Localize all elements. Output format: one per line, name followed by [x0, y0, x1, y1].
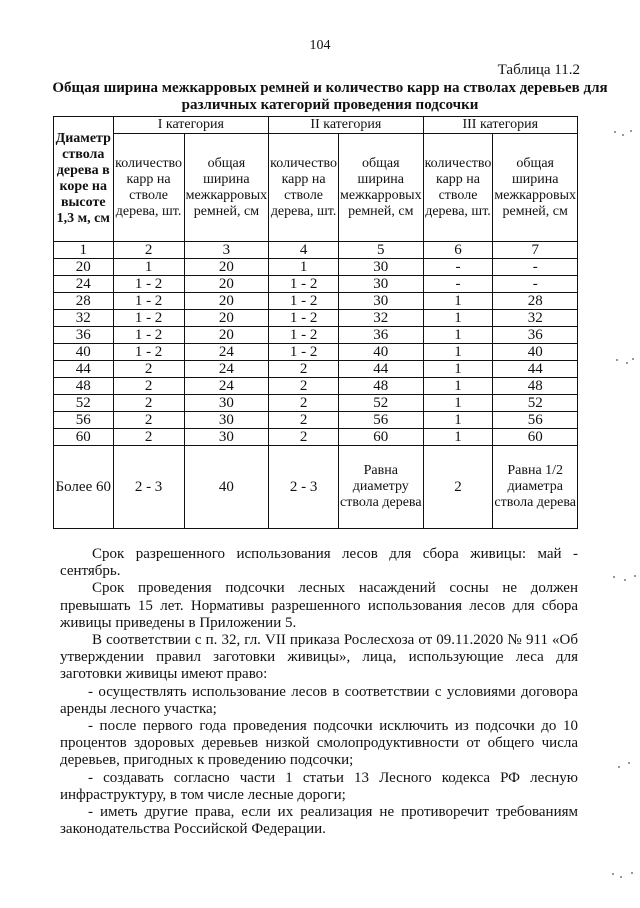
table-cell: 2 — [113, 361, 184, 378]
table-cell: 2 — [113, 429, 184, 446]
page-number: 104 — [309, 38, 331, 53]
table-cell: 52 — [54, 395, 114, 412]
column-number: 6 — [423, 242, 493, 259]
table-cell: 1 — [423, 395, 493, 412]
table-cell: Равна диаметру ствола дерева — [339, 446, 424, 529]
table-row — [54, 293, 578, 310]
table-cell: 36 — [493, 327, 578, 344]
column-number: 1 — [54, 242, 114, 259]
table-cell: 1 — [423, 378, 493, 395]
table-cell: 28 — [493, 293, 578, 310]
table-cell: 1 - 2 — [113, 293, 184, 310]
table-row — [54, 429, 578, 446]
table-cell: 1 - 2 — [269, 293, 339, 310]
body-text — [60, 546, 578, 838]
table-cell: 48 — [339, 378, 424, 395]
table-cell: 24 — [54, 276, 114, 293]
table-cell: 1 - 2 — [113, 276, 184, 293]
table-cell: 1 — [423, 293, 493, 310]
table-cell: 1 - 2 — [269, 310, 339, 327]
table-cell: 1 - 2 — [269, 344, 339, 361]
column-number: 3 — [184, 242, 269, 259]
table-cell: 52 — [339, 395, 424, 412]
paragraph-season: Срок разрешенного использования лесов для сбора живицы: май - сентябрь. — [60, 546, 578, 580]
table-title: Общая ширина межкарровых ремней и количество карр на стволах деревьев для различных категорий проведения подсочки — [52, 80, 608, 113]
rights-list-item: - осуществлять использование лесов в соответствии с условиями договора аренды лесного участка; — [60, 683, 578, 717]
table-cell: 2 - 3 — [269, 446, 339, 529]
table-cell: 44 — [493, 361, 578, 378]
table-cell: 1 — [423, 310, 493, 327]
scan-noise — [610, 128, 638, 142]
sub-header-cat3-count: количество карр на стволе дерева, шт. — [423, 134, 493, 242]
paragraph-rights-intro: В соответствии с п. 32, гл. VII приказа Рослесхоза от 09.11.2020 № 911 «Об утверждении правил заготовки живицы», лица, использующие леса для заготовки живицы имеют право: — [60, 632, 578, 683]
table-row — [54, 446, 578, 529]
table-row — [54, 327, 578, 344]
table-cell: 32 — [339, 310, 424, 327]
table-cell: 2 — [269, 395, 339, 412]
table-cell: 32 — [493, 310, 578, 327]
table-cell: 60 — [339, 429, 424, 446]
table-cell: 48 — [493, 378, 578, 395]
column-number: 7 — [493, 242, 578, 259]
scan-noise — [610, 868, 638, 882]
table-cell: 2 — [269, 361, 339, 378]
table-cell: 40 — [339, 344, 424, 361]
table-cell: 40 — [54, 344, 114, 361]
table-cell: 60 — [54, 429, 114, 446]
table-cell: 24 — [184, 378, 269, 395]
table-cell: 48 — [54, 378, 114, 395]
header-row-sub — [54, 134, 578, 242]
table-row — [54, 276, 578, 293]
table-cell: 28 — [54, 293, 114, 310]
diameter-header: Диаметр ствола дерева в коре на высоте 1,3 м, см — [54, 117, 114, 242]
table-cell: - — [423, 276, 493, 293]
table-cell: 1 — [423, 412, 493, 429]
table-cell: 36 — [54, 327, 114, 344]
table-cell: 56 — [493, 412, 578, 429]
category-3-header: III категория — [423, 117, 577, 134]
table-cell: 30 — [184, 412, 269, 429]
table-cell: - — [493, 259, 578, 276]
column-number: 5 — [339, 242, 424, 259]
table-cell: 30 — [339, 293, 424, 310]
table-cell: 1 — [423, 344, 493, 361]
table-row — [54, 310, 578, 327]
table-cell: 1 — [423, 361, 493, 378]
table-cell: 30 — [339, 259, 424, 276]
table-cell: 20 — [184, 293, 269, 310]
table-cell: 44 — [54, 361, 114, 378]
table-cell: 20 — [184, 327, 269, 344]
table-cell: 20 — [184, 310, 269, 327]
table-cell: - — [423, 259, 493, 276]
table-cell: - — [493, 276, 578, 293]
table-cell: 44 — [339, 361, 424, 378]
column-number: 4 — [269, 242, 339, 259]
table-cell: 24 — [184, 361, 269, 378]
table-row — [54, 259, 578, 276]
table-row — [54, 378, 578, 395]
table-cell: 1 - 2 — [113, 327, 184, 344]
table-cell: 2 — [113, 378, 184, 395]
category-1-header: I категория — [113, 117, 269, 134]
table-cell: 56 — [54, 412, 114, 429]
scan-noise — [610, 354, 638, 368]
table-cell: Более 60 — [54, 446, 114, 529]
table-cell: 2 — [269, 429, 339, 446]
table-cell: 1 - 2 — [269, 327, 339, 344]
sub-header-cat1-width: общая ширина межкарровых ремней, см — [184, 134, 269, 242]
scan-noise — [610, 760, 638, 774]
table-cell: 1 — [423, 429, 493, 446]
column-number-row — [54, 242, 578, 259]
table-cell: 30 — [184, 395, 269, 412]
table-cell: 1 - 2 — [269, 276, 339, 293]
table-cell: 2 — [113, 395, 184, 412]
table-cell: 30 — [339, 276, 424, 293]
scan-noise — [610, 572, 638, 586]
sub-header-cat2-count: количество карр на стволе дерева, шт. — [269, 134, 339, 242]
table-label: Таблица 11.2 — [497, 62, 580, 78]
table-cell: 32 — [54, 310, 114, 327]
table-row — [54, 395, 578, 412]
table-row — [54, 412, 578, 429]
table-cell: 2 — [269, 412, 339, 429]
sub-header-cat2-width: общая ширина межкарровых ремней, см — [339, 134, 424, 242]
table-cell: 20 — [184, 276, 269, 293]
header-row-categories — [54, 117, 578, 134]
table-row — [54, 344, 578, 361]
table-cell: 24 — [184, 344, 269, 361]
table-cell: 2 - 3 — [113, 446, 184, 529]
table-cell: 56 — [339, 412, 424, 429]
table-cell: 36 — [339, 327, 424, 344]
table-cell: 1 — [269, 259, 339, 276]
rights-list-item: - иметь другие права, если их реализация не противоречит требованиям законодательства Российской Федерации. — [60, 804, 578, 838]
sub-header-cat3-width: общая ширина межкарровых ремней, см — [493, 134, 578, 242]
rights-list-item: - после первого года проведения подсочки исключить из подсочки до 10 процентов здоровых деревьев низкой смолопродуктивности от общего числа деревьев, пригодных к проведению подсочки; — [60, 718, 578, 769]
table-cell: 40 — [493, 344, 578, 361]
category-2-header: II категория — [269, 117, 423, 134]
table-cell: 2 — [269, 378, 339, 395]
table-cell: 1 - 2 — [113, 344, 184, 361]
table-cell: 52 — [493, 395, 578, 412]
sub-header-cat1-count: количество карр на стволе дерева, шт. — [113, 134, 184, 242]
table-row — [54, 361, 578, 378]
table-cell: 40 — [184, 446, 269, 529]
table-cell: 20 — [184, 259, 269, 276]
table-cell: 20 — [54, 259, 114, 276]
table-cell: 60 — [493, 429, 578, 446]
table-cell: 2 — [423, 446, 493, 529]
column-number: 2 — [113, 242, 184, 259]
table-cell: 1 - 2 — [113, 310, 184, 327]
table-cell: 1 — [113, 259, 184, 276]
table-cell: 2 — [113, 412, 184, 429]
table-cell: Равна 1/2 диаметра ствола дерева — [493, 446, 578, 529]
rights-list-item: - создавать согласно части 1 статьи 13 Лесного кодекса РФ лесную инфраструктуру, в том числе лесные дороги; — [60, 769, 578, 803]
data-table — [53, 116, 578, 529]
table-cell: 30 — [184, 429, 269, 446]
table-cell: 1 — [423, 327, 493, 344]
paragraph-duration: Срок проведения подсочки лесных насаждений сосны не должен превышать 15 лет. Нормативы разрешенного использования лесов для сбора живицы приведены в Приложении 5. — [60, 580, 578, 631]
